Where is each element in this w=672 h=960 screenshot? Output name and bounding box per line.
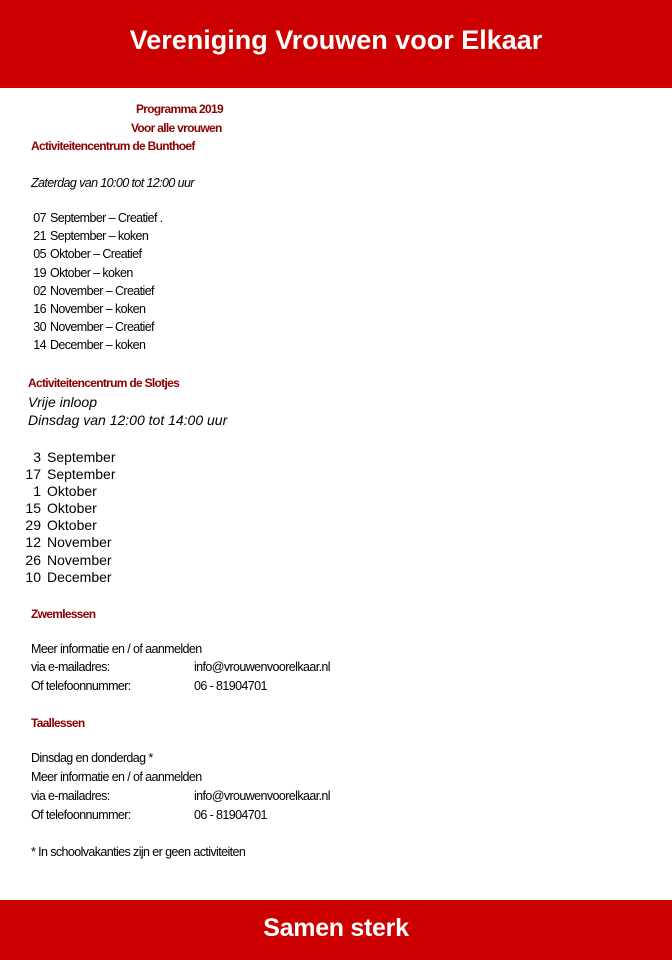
taallessen-heading: Taallessen xyxy=(31,716,85,730)
date-text: Oktober xyxy=(47,517,97,534)
list-item xyxy=(23,466,115,483)
date-day: 07 xyxy=(33,211,46,225)
slotjes-time: Dinsdag van 12:00 tot 14:00 uur xyxy=(28,412,228,428)
date-day: 21 xyxy=(33,229,46,244)
taallessen-email-row xyxy=(31,789,330,803)
list-item xyxy=(28,229,163,247)
email-label: via e-mailadres: xyxy=(31,789,110,803)
footer-banner xyxy=(0,900,672,960)
date-day: 1 xyxy=(33,483,41,500)
header-title: Vereniging Vrouwen voor Elkaar xyxy=(129,25,543,55)
program-title: Programma 2019 xyxy=(136,102,223,116)
list-item xyxy=(28,247,163,265)
list-item xyxy=(23,517,115,534)
list-item xyxy=(23,483,115,500)
date-day: 05 xyxy=(33,247,46,262)
date-text: September – Creatief . xyxy=(50,211,163,225)
header-banner xyxy=(0,0,672,88)
taallessen-days: Dinsdag en donderdag * xyxy=(31,751,153,765)
list-item xyxy=(28,266,163,284)
bunthoef-date-list xyxy=(28,211,163,357)
list-item xyxy=(28,302,163,320)
date-day: 16 xyxy=(33,301,46,316)
email-link[interactable]: info@vrouwenvoorelkaar.nl xyxy=(194,789,330,803)
date-text: Oktober – koken xyxy=(50,265,133,280)
zwemlessen-email-row xyxy=(31,660,330,674)
footer-slogan: Samen sterk xyxy=(263,914,409,942)
date-text: November xyxy=(47,534,112,551)
date-text: Oktober – Creatief xyxy=(50,247,142,262)
phone-number: 06 - 81904701 xyxy=(194,808,267,822)
taallessen-info: Meer informatie en / of aanmelden xyxy=(31,770,202,784)
date-day: 19 xyxy=(33,265,46,280)
date-day: 17 xyxy=(25,466,41,483)
date-day: 29 xyxy=(25,517,41,534)
zwemlessen-phone-row xyxy=(31,679,267,693)
date-text: November – koken xyxy=(50,301,146,316)
zwemlessen-info: Meer informatie en / of aanmelden xyxy=(31,642,202,656)
date-text: December xyxy=(47,568,112,585)
date-day: 15 xyxy=(25,500,41,517)
date-text: September – koken xyxy=(50,229,149,244)
bunthoef-time: Zaterdag van 10:00 tot 12:00 uur xyxy=(31,176,194,190)
date-day: 02 xyxy=(33,283,46,298)
date-day: 26 xyxy=(25,551,41,568)
slotjes-date-list xyxy=(23,449,115,586)
date-text: Oktober xyxy=(47,483,97,500)
phone-number: 06 - 81904701 xyxy=(194,679,267,693)
list-item xyxy=(23,500,115,517)
slotjes-subtitle: Vrije inloop xyxy=(28,394,98,410)
phone-label: Of telefoonnummer: xyxy=(31,679,131,693)
list-item xyxy=(23,552,115,569)
date-day: 30 xyxy=(33,320,46,335)
date-text: September xyxy=(47,466,116,483)
list-item xyxy=(28,320,163,338)
date-text: November – Creatief xyxy=(50,320,154,335)
date-text: December – koken xyxy=(50,338,146,353)
footnote: * In schoolvakanties zijn er geen activiteiten xyxy=(31,845,246,859)
email-link[interactable]: info@vrouwenvoorelkaar.nl xyxy=(194,660,330,674)
list-item xyxy=(23,534,115,551)
date-text: November xyxy=(47,551,112,568)
email-label: via e-mailadres: xyxy=(31,660,110,674)
date-day: 14 xyxy=(33,338,46,353)
program-audience: Voor alle vrouwen xyxy=(131,121,222,135)
date-text: September xyxy=(47,449,116,465)
taallessen-phone-row xyxy=(31,808,267,822)
slotjes-heading: Activiteitencentrum de Slotjes xyxy=(28,376,180,390)
date-text: Oktober xyxy=(47,500,97,517)
list-item xyxy=(28,284,163,302)
bunthoef-heading: Activiteitencentrum de Bunthoef xyxy=(31,139,195,153)
list-item xyxy=(23,449,115,466)
phone-label: Of telefoonnummer: xyxy=(31,808,131,822)
date-text: November – Creatief xyxy=(50,283,154,298)
list-item xyxy=(28,211,163,229)
zwemlessen-heading: Zwemlessen xyxy=(31,607,96,621)
list-item xyxy=(28,338,163,356)
date-day: 12 xyxy=(25,534,41,551)
date-day: 10 xyxy=(25,568,41,585)
list-item xyxy=(23,569,115,586)
date-day: 3 xyxy=(33,449,41,465)
